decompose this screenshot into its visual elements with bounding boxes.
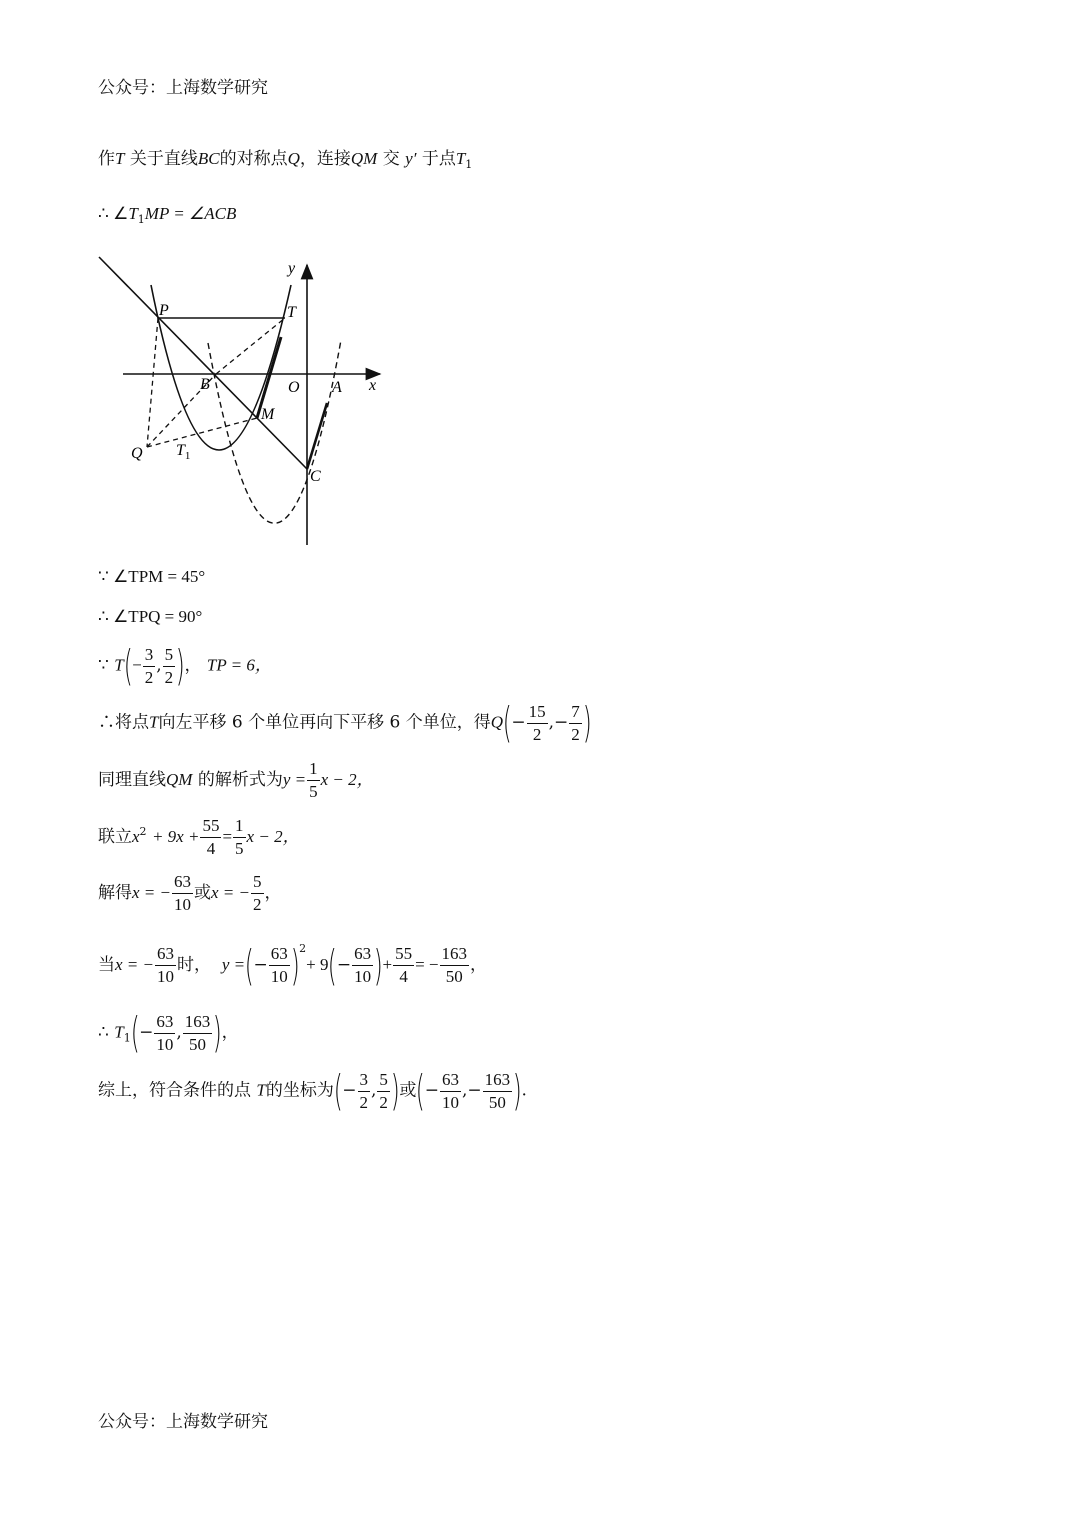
label-a: A bbox=[332, 379, 342, 396]
text-line-6: ∴将点T向左平移 6 个单位再向下平移 6 个单位，得Q(− $\frac{15}{2}$ ,− $\frac{7}{2}$ ) bbox=[98, 698, 592, 747]
dashed-p-q bbox=[147, 318, 158, 447]
label-c: C bbox=[310, 468, 321, 485]
geometry-figure bbox=[95, 255, 395, 550]
page-header: 公众号：上海数学研究 bbox=[98, 78, 268, 98]
text-line-3: ∵ ∠TPM = 45° bbox=[98, 567, 206, 586]
label-y: y bbox=[288, 260, 296, 277]
text-line-12: 综上，符合条件的点 T的坐标为(− $\frac{3}{2}$ , $\frac{5}{2}$ )或(− $\frac{63}{10}$ ,− $\frac{163}{50}$ ). bbox=[98, 1066, 527, 1115]
text-line-4: ∴ ∠TPQ = 90° bbox=[98, 607, 203, 626]
text-line-1: 作T 关于直线BC的对称点Q，连接QM 交 y′ 于点$T_1$ bbox=[98, 149, 473, 171]
dashed-q-m bbox=[147, 418, 257, 447]
text-line-9: 解得x = − $\frac{63}{10}$ 或x = − $\frac{5}{2}$ ， bbox=[98, 872, 282, 914]
text-line-8: 联立$x^2 + 9x$ + $\frac{55}{4}$ = $\frac{1}{5}$ x − 2， bbox=[98, 816, 300, 858]
label-b: B bbox=[200, 376, 210, 393]
text-line-2: ∴ $\angle T_1MP$ = ∠ACB bbox=[98, 204, 237, 226]
label-m: M bbox=[261, 406, 275, 423]
text-line-7: 同理直线QM 的解析式为y = $\frac{1}{5}$ x − 2， bbox=[98, 759, 374, 801]
label-q: Q bbox=[131, 445, 143, 462]
line-bc bbox=[99, 257, 307, 469]
label-t1: $T_1$ bbox=[176, 442, 191, 462]
label-t: T bbox=[287, 304, 296, 321]
text-line-5: ∵ T(− $\frac{3}{2}$ , $\frac{5}{2}$ )， TP = 6， bbox=[98, 641, 272, 690]
page-footer: 公众号：上海数学研究 bbox=[98, 1412, 268, 1432]
text-line-10: 当x = − $\frac{63}{10}$ 时， y =(− $\frac{63}{10}$ )$^2$+ 9(− $\frac{63}{10}$ )+ $\frac{55}{4}$ = − $\frac{163}{50}$ ， bbox=[98, 940, 488, 990]
dashed-b-t bbox=[216, 318, 285, 374]
parabola-dashed bbox=[208, 340, 341, 523]
text-line-11: ∴ $T_1(-$ $\frac{63}{10}$ , $\frac{163}{50}$ )， bbox=[98, 1008, 239, 1057]
label-x: x bbox=[369, 377, 377, 394]
label-p: P bbox=[159, 302, 169, 319]
label-o: O bbox=[288, 379, 300, 396]
segment-near-c bbox=[307, 403, 327, 469]
parabola-solid bbox=[151, 285, 291, 450]
